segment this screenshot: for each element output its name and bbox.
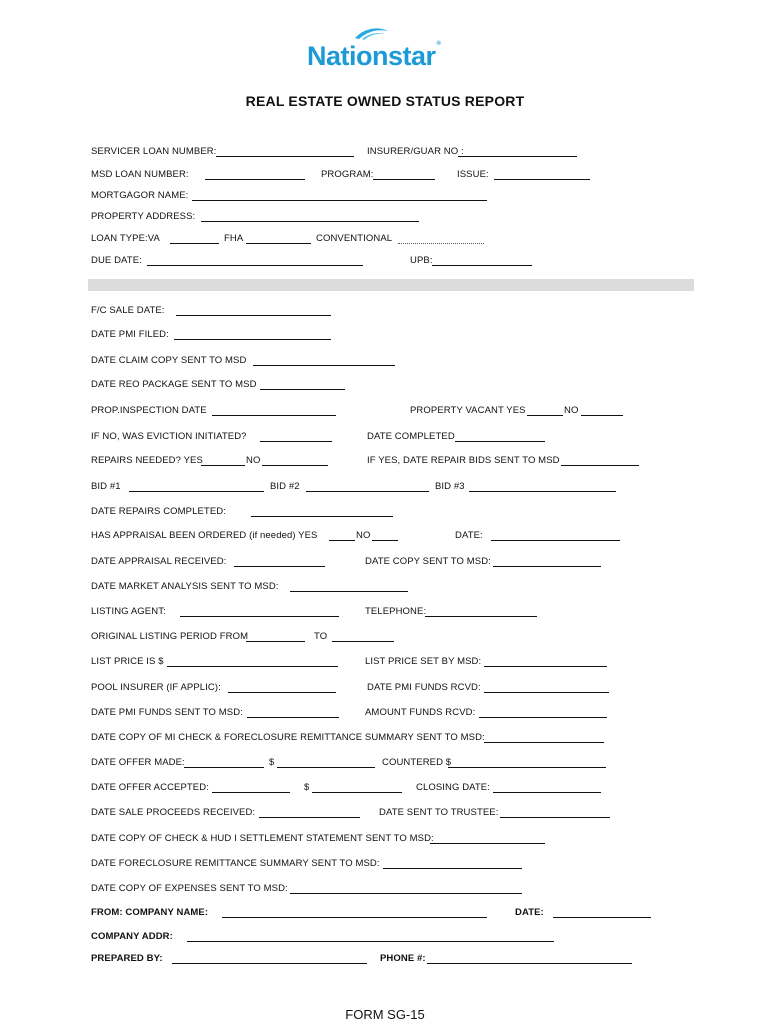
- date-sale-proceeds-line[interactable]: [259, 817, 360, 818]
- section-divider: [88, 279, 694, 291]
- prepared-by-line[interactable]: [172, 963, 367, 964]
- original-listing-from-label: ORIGINAL LISTING PERIOD FROM: [91, 631, 249, 642]
- date-claim-copy-label: DATE CLAIM COPY SENT TO MSD: [91, 355, 247, 366]
- closing-date-label: CLOSING DATE:: [416, 782, 490, 793]
- form-title: REAL ESTATE OWNED STATUS REPORT: [245, 93, 525, 109]
- appraisal-date-label: DATE:: [455, 530, 483, 541]
- date-offer-made-line[interactable]: [184, 767, 264, 768]
- repair-bids-sent-line[interactable]: [561, 465, 639, 466]
- date-repairs-completed-line[interactable]: [251, 516, 393, 517]
- repairs-needed-no-label: NO: [246, 455, 261, 466]
- msd-loan-number-label: MSD LOAN NUMBER:: [91, 169, 189, 180]
- date-sent-trustee-label: DATE SENT TO TRUSTEE:: [379, 807, 499, 818]
- date-copy-mi-check-line[interactable]: [484, 742, 604, 743]
- pool-insurer-label: POOL INSURER (IF APPLIC):: [91, 682, 221, 693]
- date-reo-package-label: DATE REO PACKAGE SENT TO MSD: [91, 379, 257, 390]
- appraisal-date-line[interactable]: [491, 540, 620, 541]
- date-pmi-funds-sent-line[interactable]: [247, 717, 339, 718]
- date-copy-check-hud-label: DATE COPY OF CHECK & HUD I SETTLEMENT STATEMENT SENT TO MSD:: [91, 833, 434, 844]
- pool-insurer-line[interactable]: [228, 692, 336, 693]
- upb-label: UPB:: [410, 255, 433, 266]
- dollar-sign-1: $: [269, 757, 275, 768]
- phone-line[interactable]: [427, 963, 632, 964]
- fha-label: FHA: [224, 233, 244, 244]
- repair-bids-sent-label: IF YES, DATE REPAIR BIDS SENT TO MSD: [367, 455, 560, 466]
- property-vacant-yes-line[interactable]: [527, 415, 563, 416]
- eviction-initiated-line[interactable]: [260, 441, 332, 442]
- date-appraisal-received-label: DATE APPRAISAL RECEIVED:: [91, 556, 227, 567]
- insurer-guar-no-line[interactable]: [458, 156, 577, 157]
- date-foreclosure-remittance-label: DATE FORECLOSURE REMITTANCE SUMMARY SENT TO MSD:: [91, 858, 380, 869]
- date-reo-package-line[interactable]: [260, 389, 345, 390]
- date-repairs-completed-label: DATE REPAIRS COMPLETED:: [91, 506, 226, 517]
- countered-line[interactable]: [448, 767, 606, 768]
- bid1-label: BID #1: [91, 481, 121, 492]
- program-label: PROGRAM:: [321, 169, 374, 180]
- eviction-initiated-label: IF NO, WAS EVICTION INITIATED?: [91, 431, 247, 442]
- appraisal-ordered-no-label: NO: [356, 530, 371, 541]
- date-pmi-filed-label: DATE PMI FILED:: [91, 329, 169, 340]
- amount-funds-rcvd-line[interactable]: [479, 717, 607, 718]
- appraisal-ordered-yes-line[interactable]: [329, 540, 355, 541]
- telephone-line[interactable]: [425, 616, 537, 617]
- prop-inspection-date-line[interactable]: [212, 415, 336, 416]
- repairs-needed-no-line[interactable]: [262, 465, 328, 466]
- company-addr-line[interactable]: [187, 941, 554, 942]
- appraisal-ordered-no-line[interactable]: [372, 540, 398, 541]
- due-date-line[interactable]: [147, 265, 363, 266]
- date-copy-mi-check-label: DATE COPY OF MI CHECK & FORECLOSURE REMITTANCE SUMMARY SENT TO MSD:: [91, 732, 485, 743]
- company-addr-label: COMPANY ADDR:: [91, 931, 173, 942]
- bid3-label: BID #3: [435, 481, 465, 492]
- program-line[interactable]: [373, 179, 435, 180]
- date-copy-sent-msd-label: DATE COPY SENT TO MSD:: [365, 556, 491, 567]
- upb-line[interactable]: [432, 265, 532, 266]
- from-company-name-line[interactable]: [222, 917, 487, 918]
- bid1-line[interactable]: [129, 491, 264, 492]
- date-market-analysis-line[interactable]: [290, 591, 408, 592]
- date-pmi-funds-rcvd-line[interactable]: [484, 692, 609, 693]
- date-pmi-filed-line[interactable]: [174, 339, 331, 340]
- original-listing-from-line[interactable]: [246, 641, 305, 642]
- signature-date-line[interactable]: [553, 917, 651, 918]
- property-vacant-no-line[interactable]: [581, 415, 623, 416]
- form-number: FORM SG-15: [345, 1007, 425, 1022]
- date-appraisal-received-line[interactable]: [234, 566, 325, 567]
- bid2-line[interactable]: [306, 491, 429, 492]
- listing-agent-label: LISTING AGENT:: [91, 606, 166, 617]
- telephone-label: TELEPHONE:: [365, 606, 427, 617]
- due-date-label: DUE DATE:: [91, 255, 142, 266]
- property-vacant-yes-label: PROPERTY VACANT YES: [410, 405, 526, 416]
- fc-sale-date-line[interactable]: [176, 315, 331, 316]
- property-vacant-no-label: NO: [564, 405, 579, 416]
- fha-line[interactable]: [246, 243, 311, 244]
- list-price-line[interactable]: [167, 666, 338, 667]
- loan-type-va-line[interactable]: [170, 243, 219, 244]
- date-market-analysis-label: DATE MARKET ANALYSIS SENT TO MSD:: [91, 581, 279, 592]
- appraisal-ordered-yes-label: HAS APPRAISAL BEEN ORDERED (if needed) YES: [91, 530, 318, 541]
- date-copy-expenses-label: DATE COPY OF EXPENSES SENT TO MSD:: [91, 883, 288, 894]
- date-claim-copy-line[interactable]: [253, 365, 395, 366]
- date-completed-label: DATE COMPLETED: [367, 431, 455, 442]
- date-offer-made-label: DATE OFFER MADE:: [91, 757, 185, 768]
- date-sent-trustee-line[interactable]: [500, 817, 610, 818]
- listing-agent-line[interactable]: [180, 616, 339, 617]
- property-address-label: PROPERTY ADDRESS:: [91, 211, 196, 222]
- msd-loan-number-line[interactable]: [205, 179, 305, 180]
- from-company-name-label: FROM: COMPANY NAME:: [91, 907, 209, 918]
- date-pmi-funds-rcvd-label: DATE PMI FUNDS RCVD:: [367, 682, 481, 693]
- nationstar-logo: Nationstar®: [307, 41, 441, 71]
- insurer-guar-no-label: INSURER/GUAR NO :: [367, 146, 464, 157]
- date-copy-check-hud-line[interactable]: [430, 843, 545, 844]
- repairs-needed-yes-label: REPAIRS NEEDED? YES: [91, 455, 203, 466]
- servicer-loan-number-label: SERVICER LOAN NUMBER:: [91, 146, 217, 157]
- original-listing-to-label: TO: [314, 631, 328, 642]
- prepared-by-label: PREPARED BY:: [91, 953, 163, 964]
- property-address-line[interactable]: [201, 221, 419, 222]
- dollar-sign-2: $: [304, 782, 310, 793]
- list-price-label: LIST PRICE IS $: [91, 656, 164, 667]
- date-sale-proceeds-label: DATE SALE PROCEEDS RECEIVED:: [91, 807, 256, 818]
- signature-date-label: DATE:: [515, 907, 544, 918]
- countered-label: COUNTERED $: [382, 757, 452, 768]
- mortgagor-name-label: MORTGAGOR NAME:: [91, 190, 189, 201]
- servicer-loan-number-line[interactable]: [216, 156, 354, 157]
- date-foreclosure-remittance-line[interactable]: [383, 868, 522, 869]
- date-pmi-funds-sent-label: DATE PMI FUNDS SENT TO MSD:: [91, 707, 243, 718]
- list-price-set-line[interactable]: [484, 666, 607, 667]
- date-copy-sent-msd-line[interactable]: [493, 566, 601, 567]
- accepted-amount-line[interactable]: [312, 792, 402, 793]
- repairs-needed-yes-line[interactable]: [201, 465, 245, 466]
- mortgagor-name-line[interactable]: [192, 200, 487, 201]
- prop-inspection-date-label: PROP.INSPECTION DATE: [91, 405, 207, 416]
- conventional-label: CONVENTIONAL: [316, 233, 393, 244]
- bid2-label: BID #2: [270, 481, 300, 492]
- date-copy-expenses-line[interactable]: [290, 893, 522, 894]
- date-completed-line[interactable]: [455, 441, 545, 442]
- closing-date-line[interactable]: [493, 792, 601, 793]
- conventional-line[interactable]: [398, 243, 484, 244]
- date-offer-accepted-line[interactable]: [212, 792, 290, 793]
- original-listing-to-line[interactable]: [332, 641, 394, 642]
- date-offer-accepted-label: DATE OFFER ACCEPTED:: [91, 782, 209, 793]
- fc-sale-date-label: F/C SALE DATE:: [91, 305, 165, 316]
- bid3-line[interactable]: [469, 491, 616, 492]
- loan-type-va-label: LOAN TYPE:VA: [91, 233, 160, 244]
- amount-funds-rcvd-label: AMOUNT FUNDS RCVD:: [365, 707, 476, 718]
- issue-label: ISSUE:: [457, 169, 489, 180]
- phone-label: PHONE #:: [380, 953, 426, 964]
- list-price-set-label: LIST PRICE SET BY MSD:: [365, 656, 482, 667]
- offer-amount-line[interactable]: [277, 767, 375, 768]
- issue-line[interactable]: [494, 179, 590, 180]
